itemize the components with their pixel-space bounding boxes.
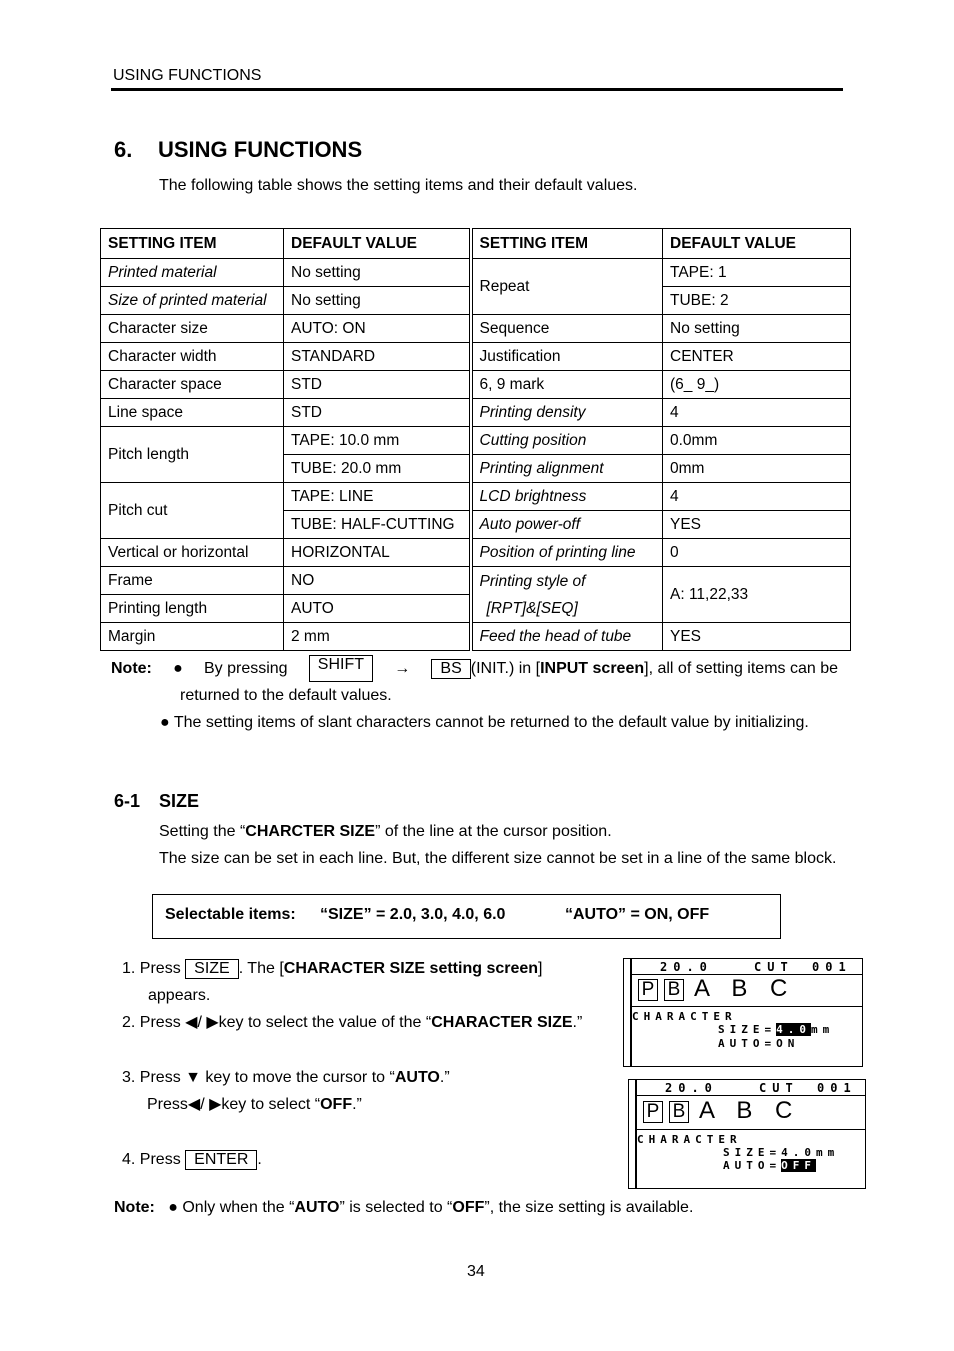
lcd-menu-title: CHARACTER: [637, 1133, 742, 1146]
text-part: .”: [352, 1096, 362, 1113]
text-bold: AUTO: [394, 1069, 440, 1086]
default-value: STD: [284, 371, 471, 399]
table-row: [101, 371, 851, 399]
default-value: 2 mm: [284, 623, 471, 651]
step-3-cont: [122, 1091, 599, 1118]
note-text-part: (INIT.) in [: [470, 660, 541, 677]
setting-item: Auto power-off: [471, 511, 663, 539]
lcd-cut-label: CUT: [754, 960, 794, 974]
default-value: 0: [663, 539, 851, 567]
text-part: Setting the “: [159, 823, 246, 840]
default-value: YES: [663, 511, 851, 539]
lcd-pitch-value: 20.0: [660, 960, 713, 974]
lcd-size-unit: mm: [816, 1146, 840, 1159]
bullet-icon: ●: [160, 714, 170, 731]
default-value: TAPE: 1: [663, 259, 851, 287]
setting-item: Printing alignment: [471, 455, 663, 483]
settings-table: [100, 228, 851, 651]
text-part: .: [257, 1151, 262, 1168]
lcd-preview-text: A B C: [699, 1097, 801, 1124]
init-note: [111, 655, 838, 736]
procedure-steps: [122, 955, 599, 1173]
text-part: ]: [538, 960, 543, 977]
default-value: 4: [663, 399, 851, 427]
default-value: 4: [663, 483, 851, 511]
text-part: 1. Press: [122, 960, 181, 977]
default-value: TAPE: LINE: [284, 483, 471, 511]
step-4: [122, 1146, 599, 1173]
text-part: ” is selected to “: [339, 1199, 453, 1216]
section-title: USING FUNCTIONS: [158, 137, 363, 162]
step-text: [122, 955, 542, 982]
column-header: DEFAULT VALUE: [663, 229, 851, 259]
shift-key: SHIFT: [309, 655, 373, 682]
step-1-cont: appears.: [148, 987, 211, 1004]
note-line: [111, 655, 838, 682]
setting-item: Character space: [101, 371, 284, 399]
setting-item: Size of printed material: [101, 287, 284, 315]
lcd-p-icon: P: [638, 979, 658, 1001]
setting-item: Justification: [471, 343, 663, 371]
setting-item: Printing density: [471, 399, 663, 427]
default-value: TUBE: 20.0 mm: [284, 455, 471, 483]
setting-item: LCD brightness: [471, 483, 663, 511]
lcd-divider: [635, 1095, 865, 1096]
setting-item: Character size: [101, 315, 284, 343]
setting-item: Pitch length: [101, 427, 284, 483]
text-part: 3. Press ▼ key to move the cursor to “: [122, 1069, 395, 1086]
note-text: The setting items of slant characters cannot be returned to the default value by initializing.: [173, 714, 809, 731]
lcd-pitch-value: 20.0: [665, 1081, 718, 1095]
note-label: Note:: [111, 660, 152, 677]
table-row: [101, 623, 851, 651]
description-line: The size can be set in each line. But, the different size cannot be set in a line of the same block.: [159, 850, 837, 867]
lcd-size-label: SIZE=: [718, 1023, 777, 1036]
lcd-size-unit: mm: [811, 1023, 835, 1036]
subsection-title: SIZE: [159, 791, 200, 811]
setting-item: Feed the head of tube: [471, 623, 663, 651]
section-heading: [114, 137, 362, 163]
lcd-counter: 001: [817, 1081, 857, 1095]
lcd-b-icon: B: [664, 979, 684, 1001]
setting-item: [471, 567, 663, 623]
header-rule: [111, 88, 843, 91]
lcd-preview-text: A B C: [694, 975, 796, 1002]
selectable-auto: “AUTO” = ON, OFF: [565, 906, 710, 923]
lcd-size-value: 4.0: [776, 1023, 811, 1036]
table-row: [101, 427, 851, 455]
column-header: DEFAULT VALUE: [284, 229, 471, 259]
default-value: No setting: [663, 315, 851, 343]
default-value: 0mm: [663, 455, 851, 483]
default-value: AUTO: [284, 595, 471, 623]
page-number: 34: [467, 1263, 485, 1280]
setting-item: Printed material: [101, 259, 284, 287]
setting-item: Position of printing line: [471, 539, 663, 567]
default-value: HORIZONTAL: [284, 539, 471, 567]
spacer: [122, 1118, 599, 1146]
lcd-p-icon: P: [643, 1101, 663, 1123]
lcd-size-row: [718, 1023, 834, 1036]
setting-item: Vertical or horizontal: [101, 539, 284, 567]
text-bold: OFF: [452, 1199, 485, 1216]
enter-key: ENTER: [185, 1150, 257, 1170]
running-header: USING FUNCTIONS: [113, 67, 262, 84]
lcd-auto-row: [723, 1159, 816, 1172]
text-part: .”: [439, 1069, 450, 1086]
table-row: [101, 539, 851, 567]
lcd-divider: [635, 1129, 865, 1130]
text-part: 4. Press: [122, 1151, 181, 1168]
default-value: CENTER: [663, 343, 851, 371]
text-bold: CHARCTER SIZE: [245, 823, 376, 840]
lcd-size-value: 4.0: [781, 1146, 816, 1159]
step-3: [122, 1064, 599, 1091]
step-1: [122, 955, 599, 982]
lcd-size-row: [723, 1146, 839, 1159]
note-label: Note:: [114, 1199, 155, 1216]
text-part: . The [: [238, 960, 284, 977]
bs-key: BS: [431, 659, 470, 679]
default-value: STANDARD: [284, 343, 471, 371]
default-value: TAPE: 10.0 mm: [284, 427, 471, 455]
lcd-cut-label: CUT: [759, 1081, 799, 1095]
setting-item-line: Printing style of: [479, 572, 586, 590]
table-header-row: [101, 229, 851, 259]
text-bold: CHARACTER SIZE setting screen: [283, 960, 539, 977]
setting-item: Frame: [101, 567, 284, 595]
section-intro: The following table shows the setting items and their default values.: [159, 177, 638, 194]
spacer: [122, 1036, 599, 1064]
step-2: [122, 1009, 599, 1036]
description-line: [159, 818, 839, 845]
subsection-heading: [114, 791, 199, 812]
selectable-label: Selectable items:: [165, 906, 296, 923]
note-text: [431, 655, 838, 682]
lcd-auto-label: AUTO=: [723, 1159, 782, 1172]
auto-off-note: [114, 1199, 693, 1217]
subsection-number: 6-1: [114, 791, 141, 811]
arrow-right-icon: →: [394, 660, 411, 677]
setting-item: Line space: [101, 399, 284, 427]
text-bold: AUTO: [294, 1199, 340, 1216]
note-text-bold: INPUT screen: [540, 660, 645, 677]
lcd-b-icon: B: [669, 1101, 689, 1123]
text-part: ”, the size setting is available.: [484, 1199, 694, 1216]
default-value: YES: [663, 623, 851, 651]
text-part: ” of the line at the cursor position.: [375, 823, 612, 840]
lcd-divider: [630, 1006, 862, 1007]
size-key: SIZE: [185, 959, 239, 979]
text-part: ● Only when the “: [168, 1199, 295, 1216]
default-value: AUTO: ON: [284, 315, 471, 343]
setting-item: Cutting position: [471, 427, 663, 455]
selectable-items-box: [152, 894, 781, 939]
text-bold: CHARACTER SIZE: [431, 1014, 573, 1031]
lcd-auto-row: [718, 1037, 799, 1050]
note-text-part: ], all of setting items can be: [644, 660, 838, 677]
lcd-screen-size: [623, 958, 863, 1067]
default-value: No setting: [284, 287, 471, 315]
table-row: [101, 483, 851, 511]
selectable-size: “SIZE” = 2.0, 3.0, 4.0, 6.0: [320, 906, 506, 923]
table-row: [101, 343, 851, 371]
default-value: NO: [284, 567, 471, 595]
table-row: [101, 567, 851, 595]
note-line: returned to the default values.: [180, 687, 392, 704]
lcd-counter: 001: [812, 960, 852, 974]
setting-item-line: [RPT]&[SEQ]: [486, 599, 578, 617]
note-line: [111, 709, 838, 736]
column-header: SETTING ITEM: [471, 229, 663, 259]
text-part: .”: [572, 1014, 583, 1031]
lcd-auto-value: ON: [776, 1037, 800, 1050]
bullet-icon: ●: [173, 660, 183, 677]
setting-item: Printing length: [101, 595, 284, 623]
text-bold: OFF: [320, 1096, 353, 1113]
lcd-screen-auto-off: [628, 1079, 866, 1189]
default-value: A: 11,22,33: [663, 567, 851, 623]
default-value: No setting: [284, 259, 471, 287]
default-value: TUBE: 2: [663, 287, 851, 315]
table-row: [101, 399, 851, 427]
default-value: 0.0mm: [663, 427, 851, 455]
table-row: [101, 259, 851, 287]
lcd-auto-label: AUTO=: [718, 1037, 777, 1050]
lcd-menu-title: CHARACTER: [632, 1010, 737, 1023]
setting-item: Sequence: [471, 315, 663, 343]
default-value: (6_ 9_): [663, 371, 851, 399]
lcd-auto-value: OFF: [781, 1159, 816, 1172]
note-text: By pressing: [203, 660, 288, 677]
setting-item: Character width: [101, 343, 284, 371]
text-part: 2. Press ◀/ ▶key to select the value of the “: [122, 1014, 432, 1031]
subsection-description: [159, 818, 839, 872]
setting-item: 6, 9 mark: [471, 371, 663, 399]
default-value: STD: [284, 399, 471, 427]
default-value: TUBE: HALF-CUTTING: [284, 511, 471, 539]
section-number: 6.: [114, 137, 133, 162]
setting-item: Pitch cut: [101, 483, 284, 539]
text-part: Press◀/ ▶key to select “: [147, 1096, 321, 1113]
table-row: [101, 315, 851, 343]
column-header: SETTING ITEM: [101, 229, 284, 259]
setting-item: Repeat: [471, 259, 663, 315]
lcd-size-label: SIZE=: [723, 1146, 782, 1159]
setting-item: Margin: [101, 623, 284, 651]
